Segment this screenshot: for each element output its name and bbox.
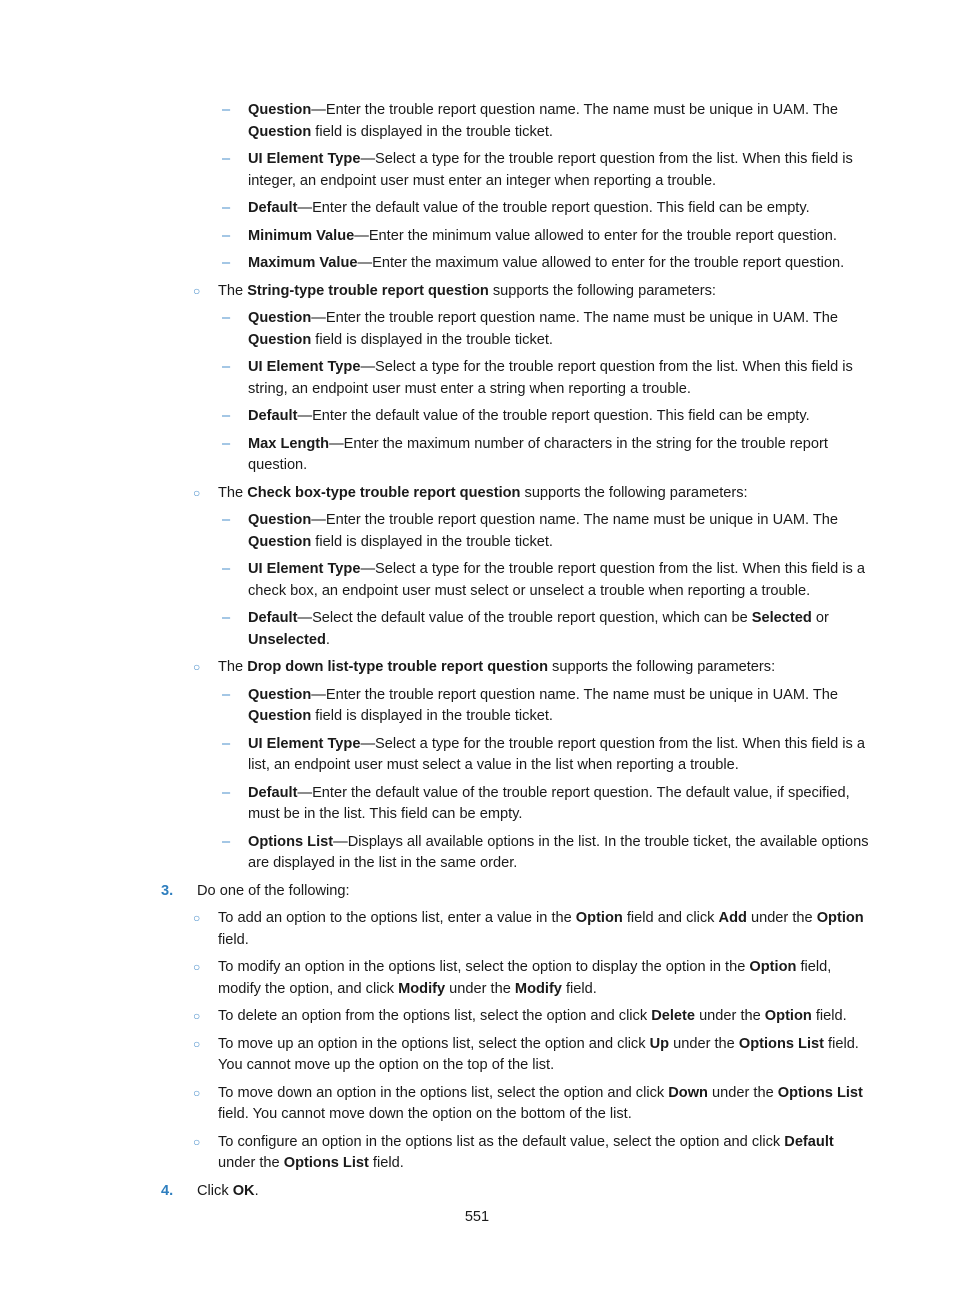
bold-term: Unselected — [248, 631, 326, 648]
bullet-marker: ○ — [193, 283, 201, 298]
step-item — [161, 1181, 870, 1203]
item-text — [218, 910, 864, 948]
text-run: —Enter the minimum value allowed to enter for the trouble report question. — [354, 227, 837, 244]
text-run: under the — [695, 1008, 765, 1024]
item-text — [218, 283, 716, 299]
step-item — [161, 881, 870, 903]
bold-term: Question — [248, 331, 312, 348]
bold-term: UI Element Type — [248, 561, 361, 577]
text-run: under the — [218, 1155, 284, 1171]
text-run: field. — [218, 931, 249, 948]
step-number: 4. — [161, 1182, 174, 1199]
sub-bullet-item — [222, 685, 870, 728]
item-text — [248, 610, 829, 648]
text-run: . — [254, 1182, 259, 1199]
bullet-item — [193, 908, 870, 951]
item-text — [248, 785, 850, 823]
sub-bullet-item — [222, 559, 870, 602]
text-run: under the — [707, 1084, 778, 1101]
sub-bullet-item — [222, 734, 870, 777]
text-run: field. — [811, 1008, 847, 1024]
text-run: field. You cannot move down the option on the bottom of the list. — [218, 1106, 632, 1122]
bullet-marker: ○ — [193, 1036, 201, 1051]
bold-term: Add — [718, 910, 747, 926]
text-run: field and click — [622, 910, 719, 926]
bold-term: Default — [248, 610, 298, 626]
item-text — [248, 228, 837, 244]
sub-bullet-item — [222, 783, 870, 826]
item-text — [248, 436, 828, 474]
bold-term: Minimum Value — [248, 227, 355, 244]
text-run: supports the following parameters: — [488, 282, 716, 299]
sub-bullet-item — [222, 434, 870, 477]
bullet-marker: – — [222, 512, 231, 528]
text-run: —Enter the trouble report question name. The name must be unique in UAM. The — [311, 310, 839, 326]
bold-term: String-type trouble report question — [247, 282, 489, 299]
bold-term: Question — [248, 123, 312, 140]
bold-term: Options List — [777, 1084, 863, 1101]
bold-term: Question — [248, 708, 312, 724]
bullet-marker: – — [222, 200, 231, 216]
text-run: To move up an option in the options list, select the option and click — [218, 1035, 650, 1052]
text-run: To delete an option from the options list, select the option and click — [218, 1008, 652, 1024]
bullet-item — [193, 1132, 870, 1175]
bullet-marker: – — [222, 784, 231, 801]
bullet-marker: – — [222, 435, 231, 452]
text-run: under the — [669, 1035, 739, 1052]
item-text — [197, 883, 350, 899]
text-run: —Enter the default value of the trouble report question. This field can be empty. — [297, 408, 810, 424]
item-text — [218, 959, 831, 997]
sub-bullet-item — [222, 510, 870, 553]
text-run: under the — [445, 980, 515, 997]
text-run: —Enter the trouble report question name. The name must be unique in UAM. The — [311, 102, 839, 118]
bold-term: Question — [248, 512, 312, 528]
bullet-item — [193, 957, 870, 1000]
page-number: 551 — [464, 1209, 490, 1225]
bold-term: Modify — [514, 980, 562, 997]
text-run: —Select the default value of the trouble report question, which can be — [297, 610, 752, 626]
sub-bullet-item — [222, 406, 870, 428]
text-run: To add an option to the options list, enter a value in the — [218, 910, 576, 926]
text-run: supports the following parameters: — [520, 484, 748, 501]
text-run: field is displayed in the trouble ticket. — [311, 533, 553, 550]
item-text — [197, 1183, 259, 1199]
bullet-marker: – — [222, 833, 231, 850]
bold-term: Selected — [751, 610, 812, 626]
text-run: —Enter the maximum value allowed to enter for the trouble report question. — [357, 255, 845, 271]
text-run: . — [325, 631, 330, 648]
bold-term: Maximum Value — [248, 255, 358, 271]
text-run: field. — [368, 1155, 404, 1171]
bullet-marker: – — [222, 686, 231, 703]
item-text — [248, 102, 838, 140]
text-run: —Displays all available options in the list. In the trouble ticket, the available options are displayed in the list in the same order. — [248, 833, 869, 871]
item-text — [248, 687, 838, 725]
bullet-marker: – — [222, 151, 231, 167]
text-run: —Enter the default value of the trouble report question. This field can be empty. — [297, 200, 810, 216]
item-text — [248, 834, 869, 872]
text-run: —Enter the trouble report question name. The name must be unique in UAM. The — [311, 512, 839, 528]
item-text — [248, 310, 838, 348]
bullet-marker: ○ — [193, 1134, 201, 1149]
text-run: supports the following parameters: — [548, 659, 776, 675]
text-run: field. You cannot move up the option on the top of the list. — [218, 1035, 859, 1073]
sub-bullet-item — [222, 226, 870, 248]
bold-term: Default — [248, 200, 298, 216]
bold-term: Up — [649, 1035, 670, 1052]
text-run: The — [218, 282, 248, 299]
bullet-item — [193, 657, 870, 679]
text-run: Do one of the following: — [197, 882, 350, 899]
text-run: —Enter the maximum number of characters in the string for the trouble report question. — [248, 435, 828, 473]
item-text — [218, 1085, 863, 1123]
bold-term: Down — [668, 1084, 708, 1101]
item-text — [248, 255, 844, 271]
bullet-marker: – — [222, 310, 231, 326]
bold-term: Options List — [738, 1035, 824, 1052]
bullet-marker: – — [222, 102, 231, 118]
bold-term: UI Element Type — [248, 151, 361, 167]
sub-bullet-item — [222, 198, 870, 220]
text-run: —Select a type for the trouble report question from the list. When this field is a list, an endpoint user must select a value in the list when reporting a trouble. — [248, 735, 865, 773]
bold-term: Question — [248, 102, 312, 118]
item-text — [218, 1008, 847, 1024]
bold-term: Modify — [398, 980, 446, 997]
item-text — [248, 151, 853, 189]
sub-bullet-item — [222, 100, 870, 143]
item-text — [248, 408, 810, 424]
bold-term: Question — [248, 533, 312, 550]
text-run: field. — [561, 980, 597, 997]
item-text — [218, 485, 748, 501]
bullet-item — [193, 483, 870, 505]
sub-bullet-item — [222, 253, 870, 275]
text-run: To configure an option in the options list as the default value, select the option and click — [218, 1133, 785, 1150]
text-run: —Enter the default value of the trouble report question. The default value, if specified, must be in the list. This field can be empty. — [248, 784, 850, 822]
text-run: Click — [197, 1182, 233, 1199]
bold-term: OK — [232, 1182, 255, 1199]
item-text — [248, 561, 865, 599]
bullet-marker: ○ — [193, 960, 201, 974]
bullet-marker: ○ — [193, 911, 201, 925]
text-run: field is displayed in the trouble ticket. — [311, 331, 553, 348]
bold-term: Drop down list-type trouble report question — [247, 659, 548, 675]
bold-term: Options List — [283, 1155, 369, 1171]
item-text — [218, 659, 775, 675]
bold-term: UI Element Type — [248, 735, 361, 752]
item-text — [248, 200, 810, 216]
bullet-marker: ○ — [193, 660, 201, 674]
bold-term: Question — [248, 310, 312, 326]
text-run: —Select a type for the trouble report question from the list. When this field is a check box, an endpoint user must select or unselect a trouble when reporting a trouble. — [248, 561, 865, 599]
bold-term: Default — [248, 408, 298, 424]
text-run: —Enter the trouble report question name. The name must be unique in UAM. The — [311, 686, 839, 703]
bullet-marker: – — [222, 735, 231, 752]
bold-term: Default — [784, 1133, 834, 1150]
text-run: under the — [746, 910, 817, 926]
text-run: —Select a type for the trouble report question from the list. When this field is string, an endpoint user must enter a string when reporting a trouble. — [248, 359, 853, 397]
bold-term: Option — [816, 910, 864, 926]
bold-term: Default — [248, 784, 298, 801]
text-run: field, modify the option, and click — [218, 959, 832, 997]
bold-term: Option — [764, 1008, 812, 1024]
step-number: 3. — [161, 882, 174, 899]
bold-term: Option — [575, 910, 623, 926]
bullet-item — [193, 281, 870, 303]
bullet-item — [193, 1006, 870, 1028]
bold-term: Option — [749, 959, 797, 975]
text-run: The — [218, 659, 248, 675]
item-text — [248, 359, 853, 397]
bullet-marker: ○ — [193, 485, 201, 500]
sub-bullet-item — [222, 357, 870, 400]
bullet-marker: – — [222, 408, 231, 424]
bullet-marker: – — [222, 561, 231, 577]
bold-term: Max Length — [248, 435, 330, 452]
text-run: To modify an option in the options list, select the option to display the option in the — [218, 959, 750, 975]
sub-bullet-item — [222, 832, 870, 875]
text-run: field is displayed in the trouble ticket. — [311, 708, 553, 724]
bold-term: Options List — [248, 833, 334, 850]
bullet-marker: – — [222, 359, 231, 375]
bold-term: Check box-type trouble report question — [247, 484, 521, 501]
document-body — [0, 100, 954, 1208]
bullet-item — [193, 1034, 870, 1077]
bullet-marker: ○ — [193, 1009, 201, 1023]
sub-bullet-item — [222, 149, 870, 192]
text-run: field is displayed in the trouble ticket. — [311, 123, 553, 140]
text-run: or — [811, 610, 829, 626]
item-text — [218, 1134, 834, 1172]
sub-bullet-item — [222, 308, 870, 351]
sub-bullet-item — [222, 608, 870, 651]
text-run: The — [218, 484, 248, 501]
bold-term: UI Element Type — [248, 359, 361, 375]
bullet-marker: – — [222, 227, 231, 244]
bullet-marker: ○ — [193, 1085, 201, 1100]
text-run: To move down an option in the options list, select the option and click — [218, 1084, 669, 1101]
text-run: —Select a type for the trouble report question from the list. When this field is integer, an endpoint user must enter an integer when reporting a trouble. — [248, 151, 853, 189]
item-text — [248, 512, 838, 550]
bullet-marker: – — [222, 610, 231, 626]
bullet-marker: – — [222, 255, 231, 271]
bold-term: Delete — [651, 1008, 696, 1024]
item-text — [218, 1036, 859, 1074]
bullet-item — [193, 1083, 870, 1126]
bold-term: Question — [248, 686, 312, 703]
item-text — [248, 736, 865, 774]
